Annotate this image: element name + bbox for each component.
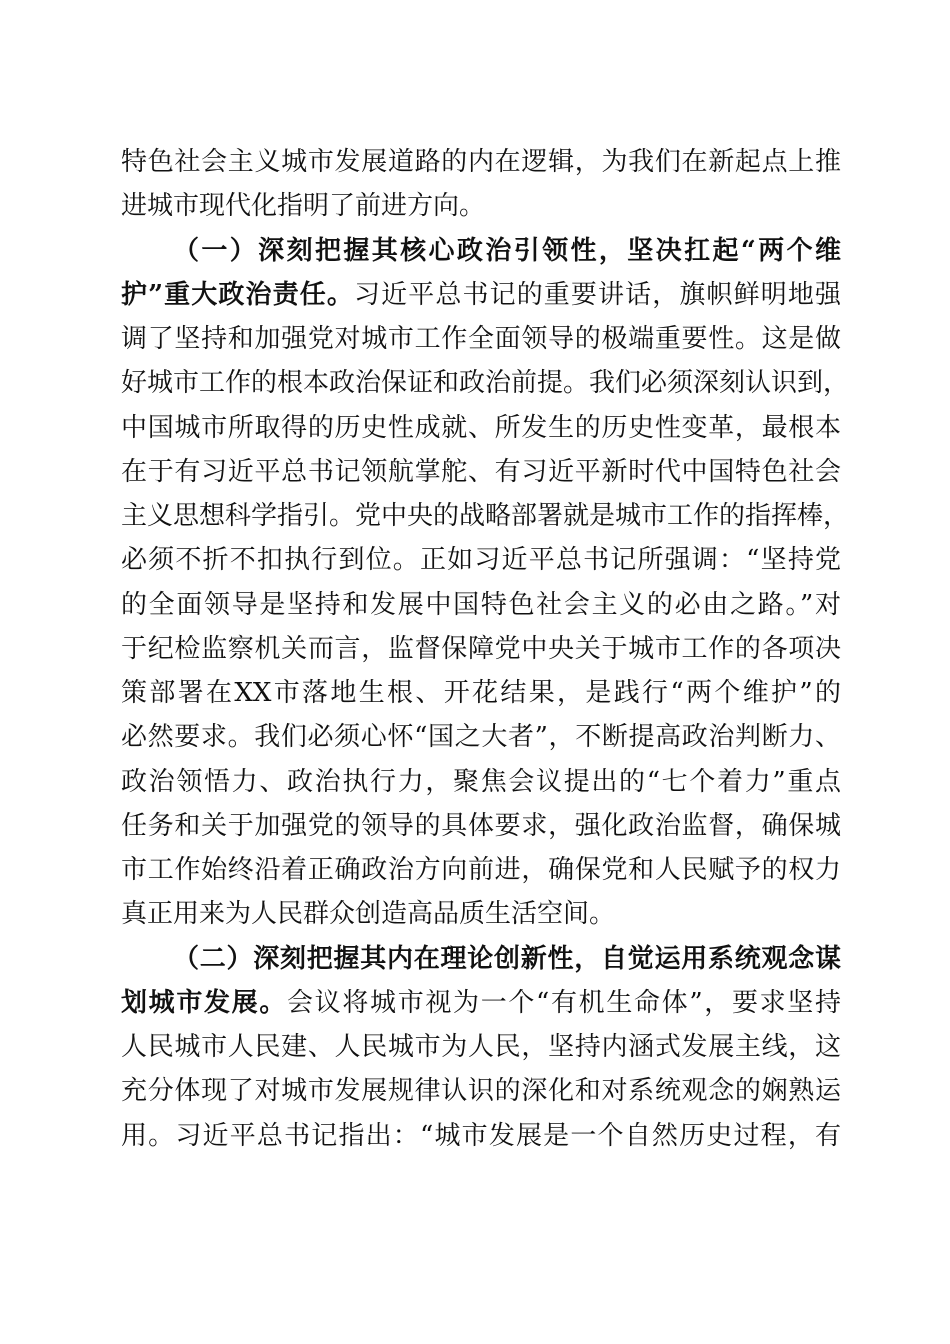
text-line: 中国城市所取得的历史性成就、所发生的历史性变革，最根本 [121,412,841,443]
text-line: 主义思想科学指引。党中央的战略部署就是城市工作的指挥棒， [121,501,850,531]
text-line: 充分体现了对城市发展规律认识的深化和对系统观念的娴熟运 [121,1076,841,1107]
text-line: 于纪检监察机关而言，监督保障党中央关于城市工作的各项决 [121,633,841,664]
text-line: 策部署在XX市落地生根、开花结果，是践行“两个维护”的 [121,678,841,708]
text-line: 真正用来为人民群众创造高品质生活空间。 [121,899,616,930]
text-line: 好城市工作的根本政治保证和政治前提。我们必须深刻认识到， [121,368,850,399]
text-line: 必须不折不扣执行到位。正如习近平总书记所强调：“坚持党 [121,545,841,576]
text-line: 政治领悟力、政治执行力，聚焦会议提出的“七个着力”重点 [121,766,841,797]
text-line: 进城市现代化指明了前进方向。 [121,191,486,222]
text-line: 人民城市人民建、人民城市为人民，坚持内涵式发展主线，这 [121,1032,841,1062]
body-text [121,140,850,1158]
text-line: 在于有习近平总书记领航掌舵、有习近平新时代中国特色社会 [121,456,841,487]
text-line: 的全面领导是坚持和发展中国特色社会主义的必由之路。”对 [121,589,841,620]
section-heading-2: （二）深刻把握其内在理论创新性，自觉运用系统观念谋 [173,943,841,974]
text-line: 市工作始终沿着正确政治方向前进，确保党和人民赋予的权力 [121,855,841,885]
text-line: 调了坚持和加强党对城市工作全面领导的极端重要性。这是做 [121,324,841,354]
text-line: 用。习近平总书记指出：“城市发展是一个自然历史过程，有 [121,1120,841,1151]
text-line: 任务和关于加强党的领导的具体要求，强化政治监督，确保城 [121,810,841,841]
text-line: 划城市发展。会议将城市视为一个“有机生命体”，要求坚持 [121,987,841,1018]
text-line: 特色社会主义城市发展道路的内在逻辑，为我们在新起点上推 [121,147,841,177]
section-heading-1: （一）深刻把握其核心政治引领性，坚决扛起“两个维 [173,235,841,266]
text-line: 必然要求。我们必须心怀“国之大者”，不断提高政治判断力、 [121,722,841,753]
text-line: 护”重大政治责任。习近平总书记的重要讲话，旗帜鲜明地强 [121,279,841,310]
